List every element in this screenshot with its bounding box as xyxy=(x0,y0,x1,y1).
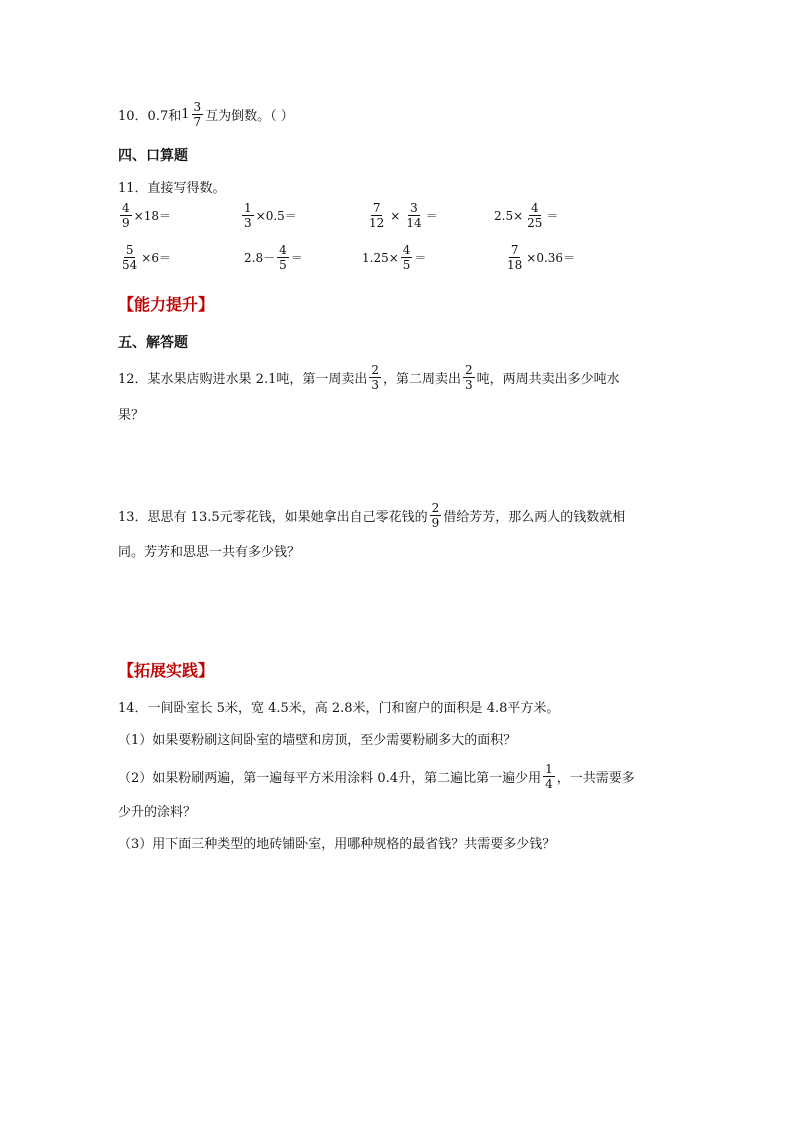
calc-g-fraction xyxy=(401,244,413,271)
q13-text-b: 借给芳芳，那么两人的钱数就相 xyxy=(443,510,626,525)
calc-c-num-1: 7 xyxy=(372,201,381,215)
calc-b-rest: ×0.5＝ xyxy=(255,209,297,223)
question-14-part-3: （3）用下面三种类型的地砖铺卧室，用哪种规格的最省钱？共需要多少钱？ xyxy=(118,837,556,852)
q12-fraction-1 xyxy=(369,364,381,391)
calc-c xyxy=(365,202,438,229)
calc-g-rest: ＝ xyxy=(414,251,427,265)
calc-e-num: 5 xyxy=(125,243,134,257)
q12-num-1: 2 xyxy=(371,363,379,377)
q14-p2-num: 1 xyxy=(545,762,553,776)
calc-f xyxy=(244,244,303,271)
calc-a-num: 4 xyxy=(122,201,130,215)
calc-e-rest: ×6＝ xyxy=(141,251,171,265)
ability-heading: 【能力提升】 xyxy=(118,295,215,314)
calc-f-rest: ＝ xyxy=(290,251,303,265)
calc-f-pre: 2.8－ xyxy=(244,251,276,265)
q10-fraction xyxy=(192,101,204,128)
calc-b-fraction xyxy=(242,202,254,229)
calc-e xyxy=(118,244,171,271)
q10-whole: 1 xyxy=(181,107,190,122)
calc-d xyxy=(494,202,558,229)
calc-h-den: 18 xyxy=(507,258,523,272)
calc-c-op: × xyxy=(390,208,401,223)
calc-c-den-1: 12 xyxy=(369,216,385,230)
calc-e-fraction xyxy=(120,244,139,271)
question-14-part-2 xyxy=(118,763,635,790)
question-14-part-2-line-2: 少升的涂料？ xyxy=(118,805,197,820)
q12-den-1: 3 xyxy=(371,378,379,392)
calc-b xyxy=(240,202,297,229)
calc-e-den: 54 xyxy=(122,258,138,272)
calc-d-rest: ＝ xyxy=(546,209,559,223)
q13-den: 9 xyxy=(431,516,440,530)
question-11: 11．直接写得数。 xyxy=(118,181,226,196)
calc-d-fraction xyxy=(525,202,544,229)
q12-text-c: 吨，两周共卖出多少吨水 xyxy=(476,372,620,387)
calc-f-num: 4 xyxy=(279,243,287,257)
calc-g-pre: 1.25× xyxy=(362,250,399,265)
question-14-intro: 14．一间卧室长 5米，宽 4.5米，高 2.8米，门和窗户的面积是 4.8平方米。 xyxy=(118,701,560,716)
q14-p2-text-b: ，一共需要多 xyxy=(556,771,635,786)
calc-d-den: 25 xyxy=(527,216,543,230)
calc-c-fraction-1 xyxy=(367,202,386,229)
calc-g xyxy=(362,244,426,271)
question-13-line-2: 同。芳芳和思思一共有多少钱？ xyxy=(118,545,301,560)
calc-a-fraction xyxy=(120,202,132,229)
calc-b-num: 1 xyxy=(244,201,252,215)
q12-den-2: 3 xyxy=(465,378,473,392)
section-4-heading: 四、口算题 xyxy=(118,148,188,164)
calc-h-fraction xyxy=(505,244,524,271)
calc-c-num-2: 3 xyxy=(410,201,418,215)
question-12-line-2: 果？ xyxy=(118,408,145,423)
q10-prefix: 10．0.7和 xyxy=(118,109,182,124)
question-14-part-1: （1）如果要粉刷这间卧室的墙壁和房顶，至少需要粉刷多大的面积？ xyxy=(118,733,517,748)
q12-text-b: ，第二周卖出 xyxy=(383,372,462,387)
calc-h-num: 7 xyxy=(510,243,519,257)
calc-a xyxy=(118,202,171,229)
calc-f-den: 5 xyxy=(279,258,287,272)
calc-a-den: 9 xyxy=(122,216,130,230)
calc-h xyxy=(503,244,575,271)
calc-c-den-2: 14 xyxy=(406,216,422,230)
practice-heading: 【拓展实践】 xyxy=(118,661,215,680)
calc-d-num: 4 xyxy=(530,201,539,215)
calc-g-num: 4 xyxy=(402,243,411,257)
question-13 xyxy=(118,502,625,529)
calc-h-rest: ×0.36＝ xyxy=(526,251,576,265)
q13-fraction xyxy=(430,502,442,529)
question-12 xyxy=(118,364,620,391)
calc-f-fraction xyxy=(277,244,289,271)
q10-num: 3 xyxy=(193,100,202,114)
section-5-heading: 五、解答题 xyxy=(118,335,188,351)
q14-p2-text-a: （2）如果粉刷两遍，第一遍每平方米用涂料 0.4升，第二遍比第一遍少用 xyxy=(118,771,542,786)
calc-a-rest: ×18＝ xyxy=(133,209,171,223)
calc-g-den: 5 xyxy=(402,258,411,272)
q10-suffix: 互为倒数。（ ） xyxy=(205,109,294,124)
question-10 xyxy=(118,101,294,128)
calc-c-rest: ＝ xyxy=(425,209,438,223)
q13-text-a: 13．思思有 13.5元零花钱，如果她拿出自己零花钱的 xyxy=(118,510,428,525)
q10-mixed-number xyxy=(181,101,205,128)
q10-den: 7 xyxy=(193,115,202,129)
q14-p2-den: 4 xyxy=(545,777,553,791)
calc-d-pre: 2.5× xyxy=(494,208,524,223)
q13-num: 2 xyxy=(431,501,440,515)
calc-b-den: 3 xyxy=(244,216,252,230)
q14-p2-fraction xyxy=(543,763,555,790)
q12-text-a: 12．某水果店购进水果 2.1吨，第一周卖出 xyxy=(118,372,368,387)
q12-num-2: 2 xyxy=(465,363,473,377)
q12-fraction-2 xyxy=(463,364,475,391)
calc-c-fraction-2 xyxy=(404,202,423,229)
